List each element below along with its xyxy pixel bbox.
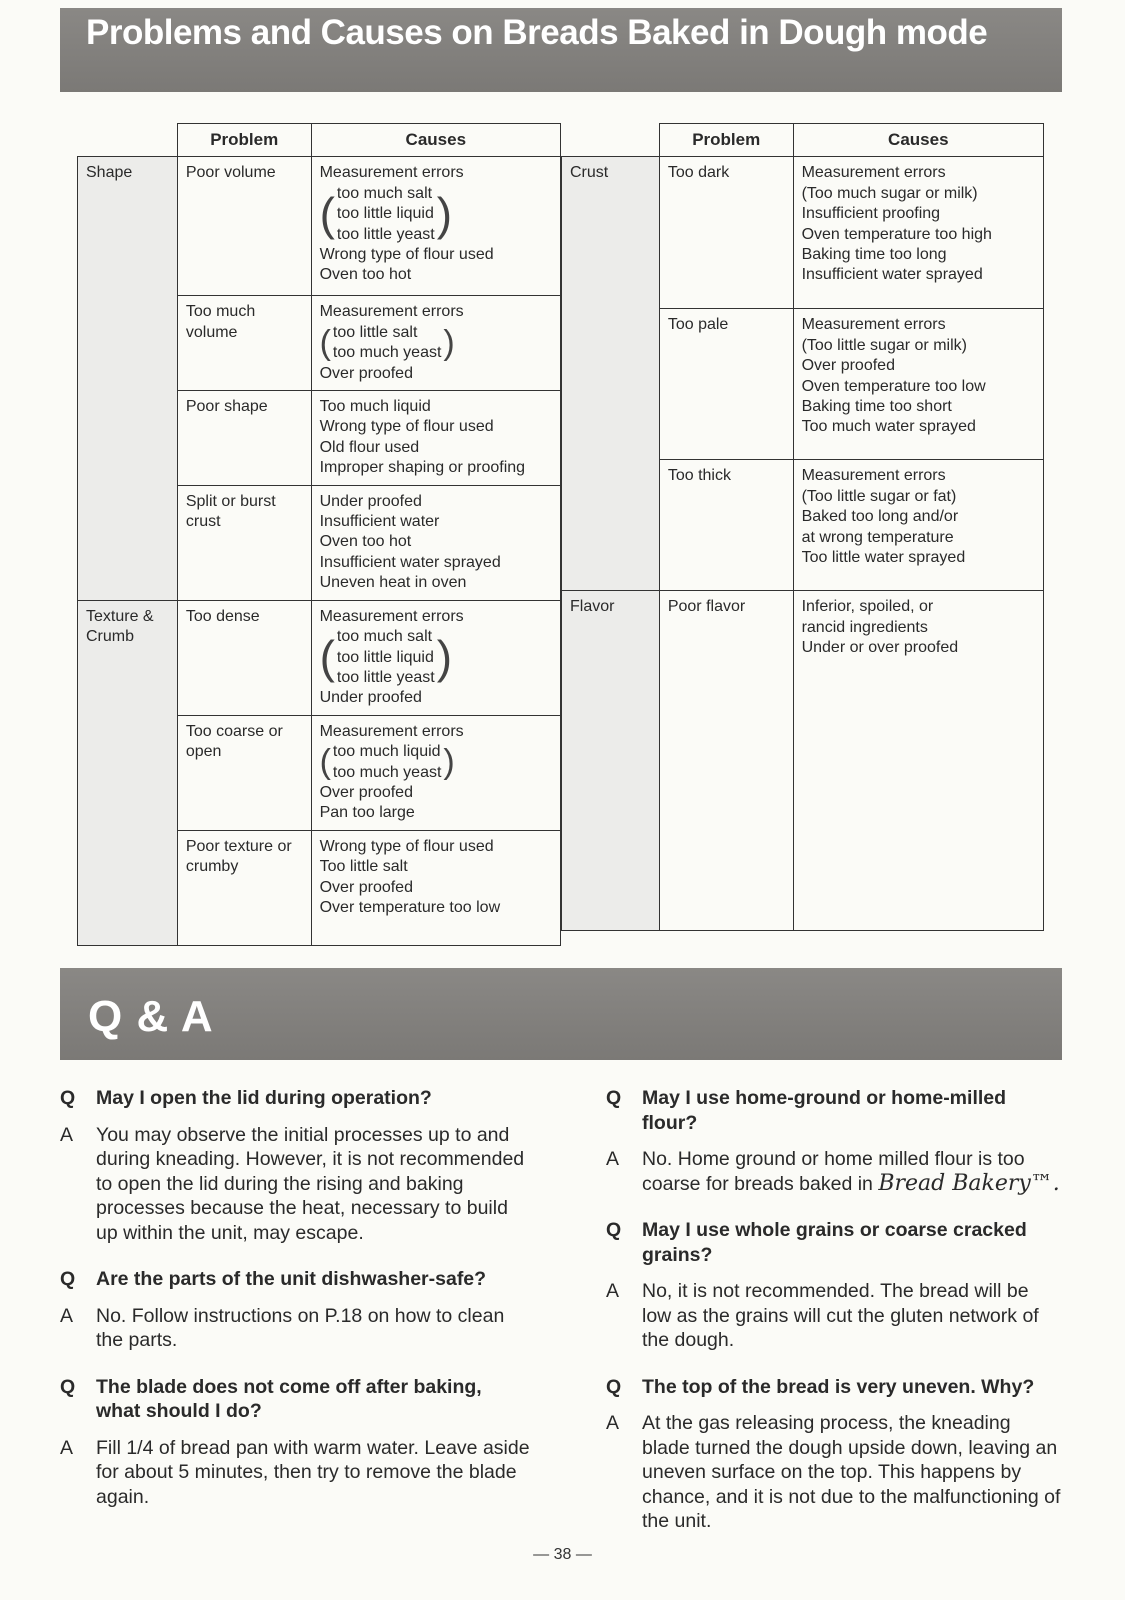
a-letter: A xyxy=(606,1148,620,1170)
right-paren: ) xyxy=(443,743,455,782)
answer-text: You may observe the initial processes up to and during kneading. However, it is not recommended to open the lid during the rising and baking processes because the heat, necessary to build up within the unit, may escape. xyxy=(96,1123,525,1244)
cause-line: Oven temperature too high xyxy=(801,225,992,243)
cause-line: too little liquid xyxy=(336,205,434,223)
cause-line: Measurement errors xyxy=(801,164,946,182)
answer-text: At the gas releasing process, the kneading blade turned the dough upside down, leaving an uneven surface on the top. This happens by chance, and it is not due to the malfunctioning of the unit. xyxy=(642,1412,1061,1532)
a-letter: A xyxy=(606,1280,620,1302)
problem-cell: Poor shape xyxy=(177,391,311,486)
cause-line: Old flour used xyxy=(319,438,420,456)
causes-cell xyxy=(311,715,560,830)
qa-title: Q & A xyxy=(88,992,214,1041)
table-row xyxy=(562,157,1044,309)
cause-line: Oven too hot xyxy=(319,533,412,551)
table-row xyxy=(78,600,561,715)
answer-body xyxy=(642,1147,1061,1196)
answer-body xyxy=(642,1411,1061,1534)
causes-cell xyxy=(793,309,1043,460)
causes-cell xyxy=(311,296,560,391)
cause-line: Measurement errors xyxy=(319,722,464,740)
table-row xyxy=(78,157,561,296)
question xyxy=(606,1375,1061,1400)
cause-line: Too little salt xyxy=(319,858,408,876)
causes-cell xyxy=(311,485,560,600)
answer-text: No. Follow instructions on P.18 on how to clean the parts. xyxy=(96,1304,505,1351)
bracket-group xyxy=(320,742,552,783)
right-paren: ) xyxy=(443,323,455,362)
page-number: — 38 — xyxy=(533,1546,592,1563)
answer xyxy=(60,1304,530,1353)
cause-line: Over temperature too low xyxy=(319,898,501,916)
problem-header: Problem xyxy=(177,124,311,157)
cause-line: too little liquid xyxy=(336,648,434,666)
question-text: The blade does not come off after baking, what should I do? xyxy=(96,1375,482,1422)
a-letter: A xyxy=(60,1123,74,1146)
left-paren: ( xyxy=(319,743,331,782)
q-letter: Q xyxy=(606,1375,622,1398)
problem-cell: Poor flavor xyxy=(659,591,793,931)
q-letter: Q xyxy=(60,1087,76,1109)
title-banner xyxy=(60,8,1062,92)
cause-line: rancid ingredients xyxy=(801,618,928,636)
cause-line: too little yeast xyxy=(336,668,435,686)
question-text: May I open the lid during operation? xyxy=(96,1087,432,1109)
bracket-list xyxy=(331,323,444,364)
answer xyxy=(606,1411,1061,1534)
cause-line: Over proofed xyxy=(319,783,413,801)
problem-cell: Too coarse or open xyxy=(177,715,311,830)
blank-header xyxy=(78,124,178,157)
cause-line: Too little water sprayed xyxy=(801,549,966,567)
cause-line: Wrong type of flour used xyxy=(319,837,494,855)
cause-line: Under or over proofed xyxy=(801,639,959,657)
qa-right-column xyxy=(606,1086,1061,1556)
cause-line: Measurement errors xyxy=(801,316,946,334)
cause-line: too little yeast xyxy=(336,225,435,243)
problem-cell: Poor texture or crumby xyxy=(177,830,311,945)
causes-cell xyxy=(793,460,1043,591)
cause-line: Baked too long and/or xyxy=(801,508,959,526)
cause-line: too much salt xyxy=(336,628,433,646)
answer xyxy=(60,1123,530,1246)
cause-line: Wrong type of flour used xyxy=(319,418,494,436)
problem-cell: Too pale xyxy=(659,309,793,460)
q-letter: Q xyxy=(60,1268,76,1290)
problem-cell: Too much volume xyxy=(177,296,311,391)
causes-cell xyxy=(793,591,1043,931)
problems-table-area xyxy=(77,123,1044,929)
cause-line: at wrong temperature xyxy=(801,528,954,546)
cause-line: Measurement errors xyxy=(319,164,464,182)
cause-line: Uneven heat in oven xyxy=(319,574,467,592)
answer-body xyxy=(96,1304,530,1353)
cause-line: too much liquid xyxy=(332,743,441,761)
answer-text: Fill 1/4 of bread pan with warm water. Leave aside for about 5 minutes, then try to remove the blade again. xyxy=(96,1436,530,1508)
causes-cell xyxy=(793,157,1043,309)
page-title: Problems and Causes on Breads Baked in Dough mode xyxy=(86,13,988,52)
cause-line: Baking time too long xyxy=(801,246,947,264)
category-cell: Shape xyxy=(78,157,178,600)
brand-name: Bread Bakery™. xyxy=(878,1170,1060,1196)
causes-cell xyxy=(311,391,560,486)
answer-text: No, it is not recommended. The bread will be low as the grains will cut the gluten network of the dough. xyxy=(642,1280,1039,1351)
problem-header: Problem xyxy=(659,124,793,157)
cause-line: Oven too hot xyxy=(319,266,412,284)
cause-line: Too much water sprayed xyxy=(801,418,976,436)
question-text: Are the parts of the unit dishwasher-safe? xyxy=(96,1268,487,1290)
answer xyxy=(606,1279,1061,1353)
table-row xyxy=(562,591,1044,931)
q-letter: Q xyxy=(60,1375,76,1398)
cause-line: Over proofed xyxy=(801,357,895,375)
left-paren: ( xyxy=(319,187,335,240)
cause-line: Measurement errors xyxy=(801,467,946,485)
cause-line: Insufficient water sprayed xyxy=(801,266,983,284)
category-cell: Flavor xyxy=(562,591,660,931)
bracket-list xyxy=(335,184,437,245)
cause-line: Insufficient proofing xyxy=(801,205,941,223)
causes-cell xyxy=(311,157,560,296)
question xyxy=(60,1267,530,1292)
q-letter: Q xyxy=(606,1219,622,1241)
answer-body xyxy=(96,1436,530,1510)
left-paren: ( xyxy=(319,323,331,362)
cause-line: Too much liquid xyxy=(319,398,431,416)
problem-cell: Too thick xyxy=(659,460,793,591)
cause-line: Improper shaping or proofing xyxy=(319,459,526,477)
answer-body xyxy=(96,1123,530,1246)
causes-cell xyxy=(311,830,560,945)
cause-line: (Too little sugar or fat) xyxy=(801,487,957,505)
cause-line: too little salt xyxy=(332,323,418,341)
cause-line: Oven temperature too low xyxy=(801,377,986,395)
left-paren: ( xyxy=(319,631,335,684)
problem-cell: Too dark xyxy=(659,157,793,309)
question xyxy=(60,1375,530,1424)
question-text: The top of the bread is very uneven. Why? xyxy=(642,1375,1035,1398)
causes-cell xyxy=(311,600,560,715)
q-letter: Q xyxy=(606,1087,622,1109)
category-cell: Texture & Crumb xyxy=(78,600,178,945)
cause-line: too much yeast xyxy=(332,344,442,362)
right-paren: ) xyxy=(436,631,453,684)
bracket-list xyxy=(331,742,444,783)
cause-line: too much yeast xyxy=(332,763,442,781)
cause-line: (Too little sugar or milk) xyxy=(801,336,967,354)
qa-left-column xyxy=(60,1086,530,1531)
question xyxy=(606,1218,1061,1267)
category-cell: Crust xyxy=(562,157,660,591)
answer-body xyxy=(642,1279,1061,1353)
answer xyxy=(60,1436,530,1510)
cause-line: Under proofed xyxy=(319,689,422,707)
a-letter: A xyxy=(60,1304,74,1327)
question xyxy=(60,1086,530,1111)
right-paren: ) xyxy=(436,187,453,240)
qa-banner xyxy=(60,968,1062,1060)
cause-line: Insufficient water xyxy=(319,513,440,531)
blank-header xyxy=(562,124,660,157)
problem-cell: Split or burst crust xyxy=(177,485,311,600)
cause-line: Over proofed xyxy=(319,878,413,896)
question-text: May I use home-ground or home-milled flour? xyxy=(642,1087,1007,1134)
question xyxy=(606,1086,1061,1135)
cause-line: Wrong type of flour used xyxy=(319,246,494,264)
a-letter: A xyxy=(60,1436,74,1459)
bracket-group xyxy=(320,184,552,245)
cause-line: Baking time too short xyxy=(801,398,952,416)
cause-line: Inferior, spoiled, or xyxy=(801,598,934,616)
question-text: May I use whole grains or coarse cracked grains? xyxy=(642,1219,1027,1266)
cause-line: Pan too large xyxy=(319,804,415,822)
answer xyxy=(606,1147,1061,1196)
problem-cell: Poor volume xyxy=(177,157,311,296)
bracket-list xyxy=(335,627,437,688)
cause-line: Over proofed xyxy=(319,364,413,382)
answer-text: No. Home ground or home milled flour is too coarse for breads baked in xyxy=(642,1148,1025,1195)
bracket-group xyxy=(320,627,552,688)
cause-line: Insufficient water sprayed xyxy=(319,553,501,571)
left-problems-table xyxy=(77,123,561,946)
problem-cell: Too dense xyxy=(177,600,311,715)
causes-header: Causes xyxy=(311,124,560,157)
cause-line: Measurement errors xyxy=(319,303,464,321)
cause-line: too much salt xyxy=(336,184,433,202)
right-problems-table xyxy=(561,123,1044,931)
cause-line: (Too much sugar or milk) xyxy=(801,184,978,202)
cause-line: Measurement errors xyxy=(319,607,464,625)
causes-header: Causes xyxy=(793,124,1043,157)
bracket-group xyxy=(320,323,552,364)
a-letter: A xyxy=(606,1412,620,1434)
cause-line: Under proofed xyxy=(319,492,422,510)
